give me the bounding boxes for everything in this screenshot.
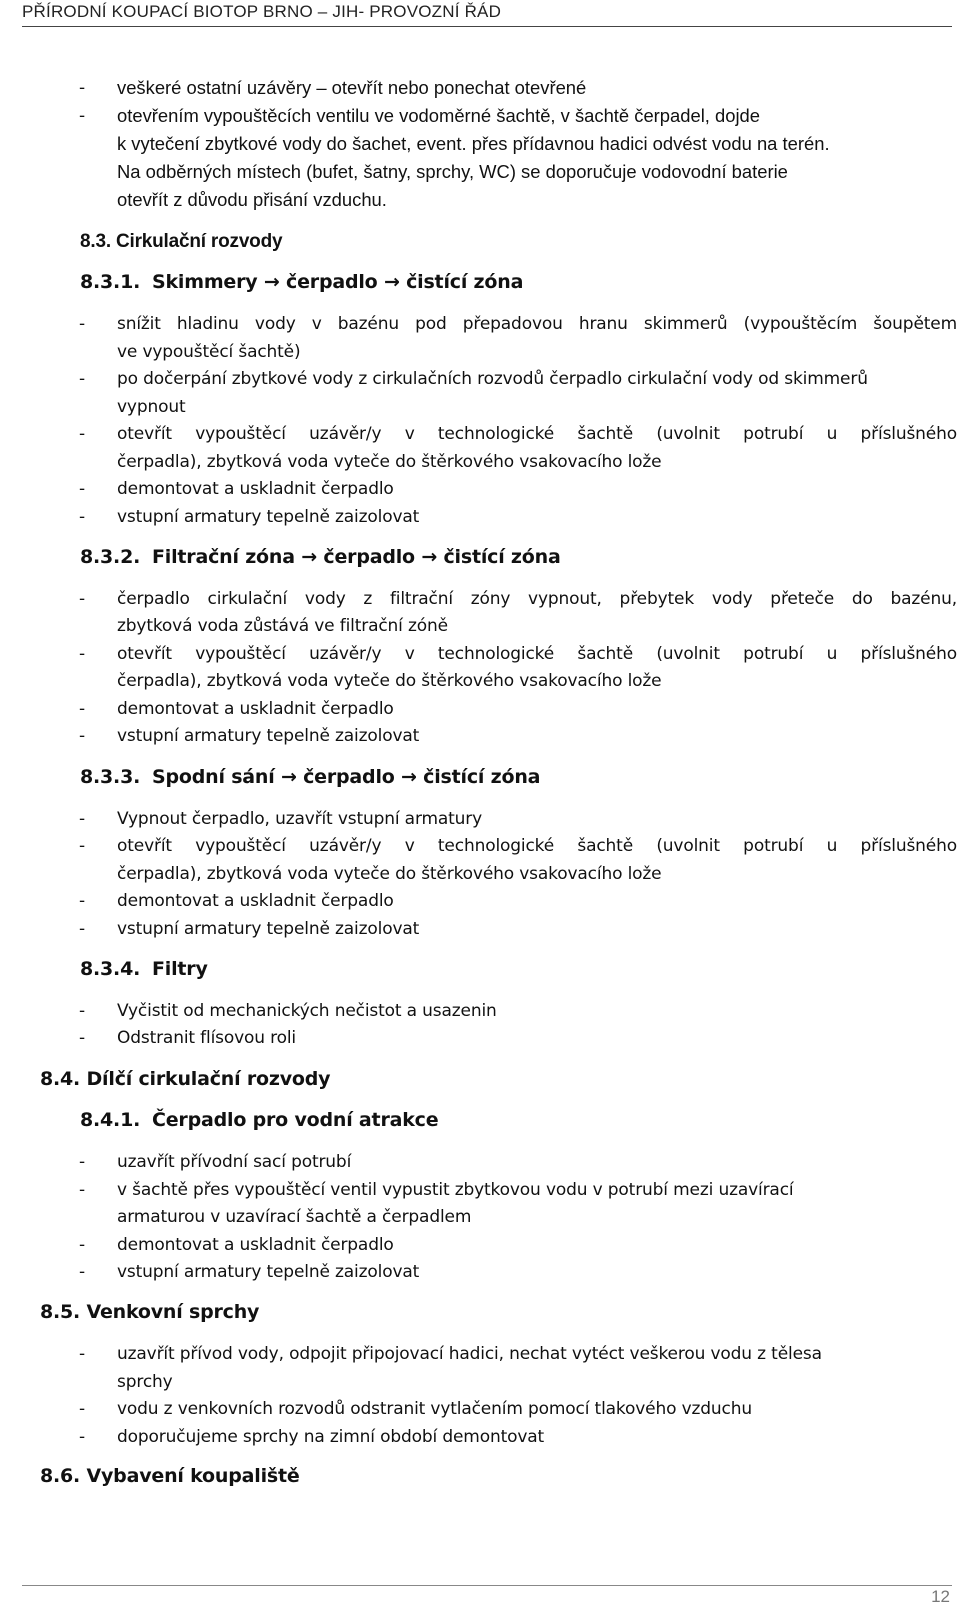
list-bullet: - [79,424,86,444]
list-item-continuation: sprchy [117,1372,173,1392]
heading-title: Spodní sání → čerpadlo → čistící zóna [152,766,541,788]
section-heading-8-6: 8.6. Vybavení koupaliště [40,1465,300,1487]
list-item: otevřením vypouštěcích ventilu ve vodoměrné šachtě, v šachtě čerpadel, dojde [117,105,761,126]
list-item-continuation: čerpadla), zbytková voda vyteče do štěrkového vsakovacího lože [117,864,662,884]
list-item-continuation: čerpadla), zbytková voda vyteče do štěrkového vsakovacího lože [117,671,662,691]
list-bullet: - [79,809,86,829]
list-item: vstupní armatury tepelně zaizolovat [117,1262,420,1282]
list-item: snížit hladinu vody v bazénu pod přepadovou hranu skimmerů (vypouštěcím šoupětem [117,314,957,334]
list-item: vstupní armatury tepelně zaizolovat [117,919,420,939]
list-item: vodu z venkovních rozvodů odstranit vytlačením pomocí tlakového vzduchu [117,1399,752,1419]
list-bullet: - [79,1028,86,1048]
list-item-continuation: vypnout [117,397,186,417]
list-item: Vypnout čerpadlo, uzavřít vstupní armatury [117,809,483,829]
list-bullet: - [79,699,86,719]
list-item: vstupní armatury tepelně zaizolovat [117,726,420,746]
list-item: otevřít vypouštěcí uzávěr/y v technologické šachtě (uvolnit potrubí u příslušného [117,836,957,856]
section-heading-8-3: 8.3. Cirkulační rozvody [80,231,283,252]
list-bullet: - [79,78,86,98]
subsection-heading-8-3-3 [80,762,540,792]
list-item: po dočerpání zbytkové vody z cirkulačních rozvodů čerpadlo cirkulační vody od skimmerů [117,369,868,389]
list-item: demontovat a uskladnit čerpadlo [117,479,394,499]
list-bullet: - [79,1427,86,1447]
subsection-heading-8-3-2 [80,542,561,572]
list-item: demontovat a uskladnit čerpadlo [117,699,394,719]
heading-number: 8.3.2. [80,546,141,568]
list-item-continuation: Na odběrných místech (bufet, šatny, sprchy, WC) se doporučuje vodovodní baterie [117,161,788,182]
list-bullet: - [79,106,86,126]
list-bullet: - [79,589,86,609]
heading-number: 8.3.1. [80,271,141,293]
list-bullet: - [79,1399,86,1419]
heading-number: 8.4.1. [80,1109,141,1131]
list-bullet: - [79,1344,86,1364]
list-bullet: - [79,919,86,939]
heading-number: 8.3.3. [80,766,141,788]
list-item-continuation: k vytečení zbytkové vody do šachet, event. přes přídavnou hadici odvést vodu na terén. [117,133,830,154]
list-item: demontovat a uskladnit čerpadlo [117,891,394,911]
list-bullet: - [79,314,86,334]
section-heading-8-5: 8.5. Venkovní sprchy [40,1301,260,1323]
list-bullet: - [79,507,86,527]
list-bullet: - [79,1235,86,1255]
subsection-heading-8-4-1 [80,1105,438,1135]
list-bullet: - [79,369,86,389]
heading-title: Čerpadlo pro vodní atrakce [152,1109,439,1131]
footer-rule [22,1585,952,1586]
list-item: doporučujeme sprchy na zimní období demontovat [117,1427,545,1447]
page-number: 12 [931,1587,950,1606]
list-item: uzavřít přívodní sací potrubí [117,1152,352,1172]
running-header: PŘÍRODNÍ KOUPACÍ BIOTOP BRNO – JIH- PROVOZNÍ ŘÁD [22,2,502,21]
list-bullet: - [79,836,86,856]
list-bullet: - [79,726,86,746]
list-bullet: - [79,891,86,911]
heading-title: Filtry [152,958,208,980]
list-item: otevřít vypouštěcí uzávěr/y v technologické šachtě (uvolnit potrubí u příslušného [117,644,957,664]
heading-title: Skimmery → čerpadlo → čistící zóna [152,271,524,293]
list-item: v šachtě přes vypouštěcí ventil vypustit zbytkovou vodu v potrubí mezi uzavírací [117,1180,794,1200]
list-bullet: - [79,1262,86,1282]
list-item: Vyčistit od mechanických nečistot a usazenin [117,1001,497,1021]
heading-number: 8.3.4. [80,958,141,980]
heading-title: Filtrační zóna → čerpadlo → čistící zóna [152,546,561,568]
list-bullet: - [79,1152,86,1172]
list-item: veškeré ostatní uzávěry – otevřít nebo ponechat otevřené [117,77,587,98]
list-bullet: - [79,479,86,499]
subsection-heading-8-3-1 [80,267,523,297]
list-item: Odstranit flísovou roli [117,1028,297,1048]
list-item-continuation: zbytková voda zůstává ve filtrační zóně [117,616,448,636]
list-bullet: - [79,1001,86,1021]
list-item-continuation: armaturou v uzavírací šachtě a čerpadlem [117,1207,472,1227]
list-item-continuation: čerpadla), zbytková voda vyteče do štěrkového vsakovacího lože [117,452,662,472]
list-item: vstupní armatury tepelně zaizolovat [117,507,420,527]
subsection-heading-8-3-4 [80,954,208,984]
list-item: uzavřít přívod vody, odpojit připojovací hadici, nechat vytéct veškerou vodu z tělesa [117,1344,822,1364]
list-item-continuation: otevřít z důvodu přisání vzduchu. [117,189,387,210]
section-heading-8-4: 8.4. Dílčí cirkulační rozvody [40,1068,331,1090]
list-bullet: - [79,1180,86,1200]
list-item-continuation: ve vypouštěcí šachtě) [117,342,301,362]
list-item: demontovat a uskladnit čerpadlo [117,1235,394,1255]
list-bullet: - [79,644,86,664]
list-item: čerpadlo cirkulační vody z filtrační zóny vypnout, přebytek vody přeteče do bazénu, [117,589,957,609]
list-item: otevřít vypouštěcí uzávěr/y v technologické šachtě (uvolnit potrubí u příslušného [117,424,957,444]
header-rule [22,26,952,27]
